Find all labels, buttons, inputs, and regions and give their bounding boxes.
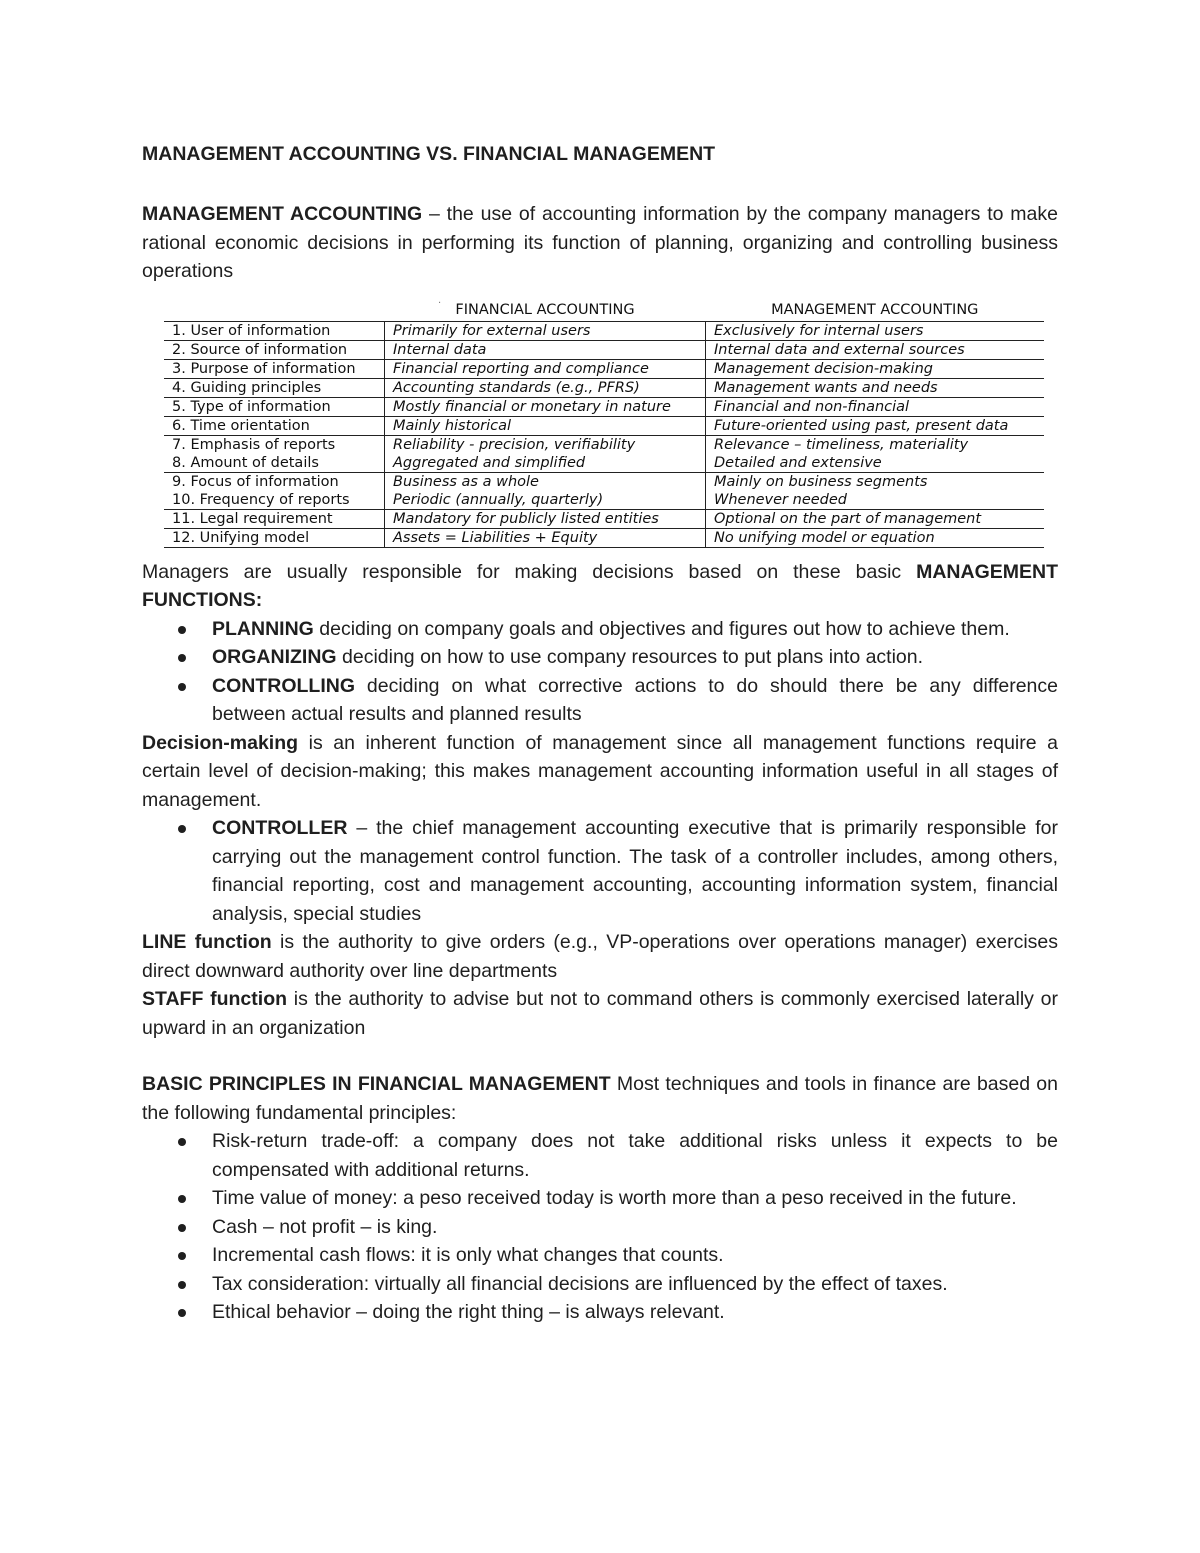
table-row <box>164 454 1044 473</box>
bullet-icon <box>178 1252 186 1260</box>
table-header-row <box>164 300 1044 322</box>
table-cell: Future-oriented using past, present data <box>706 416 1045 435</box>
table-cell: 10. Frequency of reports <box>164 491 385 510</box>
line-term: LINE function <box>142 931 272 953</box>
table-cell: Management wants and needs <box>706 378 1045 397</box>
list-item <box>212 672 1058 729</box>
table-cell: Assets = Liabilities + Equity <box>385 528 706 547</box>
table-cell: Mostly financial or monetary in nature <box>385 397 706 416</box>
intro-bold: MANAGEMENT FUNCTIONS: <box>142 560 1058 611</box>
table-row <box>164 321 1044 340</box>
document-title: MANAGEMENT ACCOUNTING VS. FINANCIAL MANAGEMENT <box>142 143 716 165</box>
list-item <box>212 1184 1058 1213</box>
table-cell: Internal data and external sources <box>706 340 1045 359</box>
principles-heading: BASIC PRINCIPLES IN FINANCIAL MANAGEMENT <box>142 1073 611 1095</box>
table-cell: Whenever needed <box>706 491 1045 510</box>
staff-function-paragraph <box>142 985 1058 1042</box>
controller-list <box>142 814 1058 928</box>
table-cell: 8. Amount of details <box>164 454 385 473</box>
list-item <box>212 1213 1058 1242</box>
principle-text: Ethical behavior – doing the right thing – is always relevant. <box>212 1301 725 1323</box>
line-text: is the authority to give orders (e.g., VP-operations over operations manager) exercises direct downward authority over line departments <box>142 931 1058 982</box>
table-cell: Financial and non-financial <box>706 397 1045 416</box>
table-row <box>164 528 1044 547</box>
principle-text: Tax consideration: virtually all financial decisions are influenced by the effect of taxes. <box>212 1272 948 1295</box>
section-spacer <box>142 1042 1058 1070</box>
table-cell: 11. Legal requirement <box>164 509 385 528</box>
table-header: FINANCIAL ACCOUNTING <box>455 301 635 318</box>
management-functions-intro <box>142 558 1058 615</box>
principle-text: Cash – not profit – is king. <box>212 1215 438 1238</box>
table-cell: Mainly historical <box>385 416 706 435</box>
scan-speck: · <box>438 297 442 309</box>
table-row <box>164 359 1044 378</box>
list-item <box>212 1241 1058 1270</box>
controller-term: CONTROLLER <box>212 817 348 839</box>
bullet-icon <box>178 683 186 691</box>
bullet-icon <box>178 1281 186 1289</box>
function-term: CONTROLLING <box>212 674 355 697</box>
table-cell: 6. Time orientation <box>164 416 385 435</box>
list-item <box>212 1127 1058 1184</box>
table-row <box>164 435 1044 454</box>
table-header: MANAGEMENT ACCOUNTING <box>771 301 979 318</box>
table-row <box>164 416 1044 435</box>
table-cell: Reliability - precision, verifiability <box>385 435 706 454</box>
comparison-table <box>164 297 1044 548</box>
table-cell: 9. Focus of information <box>164 472 385 491</box>
table-cell: 2. Source of information <box>164 340 385 359</box>
definition-term: MANAGEMENT ACCOUNTING <box>142 203 423 225</box>
table-cell: Optional on the part of management <box>706 509 1045 528</box>
function-text: deciding on what corrective actions to do should there be any difference between actual results and planned results <box>212 674 1058 725</box>
table-cell: Detailed and extensive <box>706 454 1045 473</box>
principles-intro-text: Most techniques and tools in finance are based on the following fundamental principles: <box>142 1073 1058 1124</box>
comparison-table-image <box>164 297 1044 548</box>
controller-text: – the chief management accounting executive that is primarily responsible for carrying out the management control function. The task of a controller includes, among others, financial reporting, cost and management accounting, accounting information system, financial analysis, special studies <box>212 817 1058 925</box>
list-item <box>212 615 1058 644</box>
table-cell: Accounting standards (e.g., PFRS) <box>385 378 706 397</box>
table-row <box>164 509 1044 528</box>
table-cell: Mandatory for publicly listed entities <box>385 509 706 528</box>
bullet-icon <box>178 1138 186 1146</box>
table-cell: 4. Guiding principles <box>164 378 385 397</box>
table-cell: Mainly on business segments <box>714 473 928 490</box>
bullet-icon <box>178 1309 186 1317</box>
list-item <box>212 1298 1058 1327</box>
function-term: ORGANIZING <box>212 646 337 668</box>
definition-text: – the use of accounting information by the company managers to make rational economic decisions in performing its function of planning, organizing and controlling business operations <box>142 203 1058 282</box>
table-cell: 3. Purpose of information <box>164 359 385 378</box>
decision-making-paragraph <box>142 729 1058 815</box>
table-header <box>164 300 385 322</box>
staff-text: is the authority to advise but not to command others is commonly exercised laterally or upward in an organization <box>142 988 1058 1039</box>
table-cell: Primarily for external users <box>385 321 706 340</box>
document-page <box>142 140 1058 1327</box>
table-row <box>164 340 1044 359</box>
table-cell: Financial reporting and compliance <box>385 359 706 378</box>
intro-text: Managers are usually responsible for making decisions based on these basic <box>142 560 917 583</box>
bullet-icon <box>178 1224 186 1232</box>
bullet-icon <box>178 1195 186 1203</box>
table-cell: 5. Type of information <box>164 397 385 416</box>
principle-text: Time value of money: a peso received today is worth more than a peso received in the future. <box>212 1187 1017 1209</box>
list-item <box>212 1270 1058 1299</box>
table-cell: Periodic (annually, quarterly) <box>385 491 706 510</box>
list-item <box>212 814 1058 928</box>
function-text: deciding on company goals and objectives and figures out how to achieve them. <box>313 617 1010 640</box>
table-cell: 1. User of information <box>164 321 385 340</box>
decision-text: is an inherent function of management since all management functions require a certain level of decision-making; this makes management accounting information useful in all stages of management. <box>142 731 1058 811</box>
table-cell: Business as a whole <box>385 472 706 491</box>
function-term: PLANNING <box>212 617 314 640</box>
table-row <box>164 378 1044 397</box>
list-item <box>212 643 1058 672</box>
principle-text: Risk-return trade-off: a company does not take additional risks unless it expects to be compensated with additional returns. <box>212 1130 1058 1181</box>
table-cell: Aggregated and simplified <box>385 454 706 473</box>
bullet-icon <box>178 654 186 662</box>
management-functions-list <box>142 615 1058 729</box>
table-cell: 12. Unifying model <box>164 528 385 547</box>
principles-list <box>142 1127 1058 1327</box>
line-function-paragraph <box>142 928 1058 985</box>
table-cell: Management decision-making <box>706 359 1045 378</box>
principles-intro <box>142 1070 1058 1127</box>
staff-term: STAFF function <box>142 988 288 1010</box>
table-cell: Relevance – timeliness, materiality <box>714 436 969 453</box>
table-row <box>164 491 1044 510</box>
table-body <box>164 321 1044 547</box>
management-accounting-definition <box>142 200 1058 286</box>
decision-term: Decision-making <box>142 731 299 754</box>
principle-text: Incremental cash flows: it is only what changes that counts. <box>212 1244 724 1266</box>
table-row <box>164 472 1044 491</box>
table-row <box>164 397 1044 416</box>
bullet-icon <box>178 825 186 833</box>
table-cell: Internal data <box>385 340 706 359</box>
table-cell: Exclusively for internal users <box>706 321 1045 340</box>
table-cell: 7. Emphasis of reports <box>164 435 385 454</box>
function-text: deciding on how to use company resources to put plans into action. <box>336 646 924 668</box>
bullet-icon <box>178 626 186 634</box>
table-cell: No unifying model or equation <box>706 528 1045 547</box>
